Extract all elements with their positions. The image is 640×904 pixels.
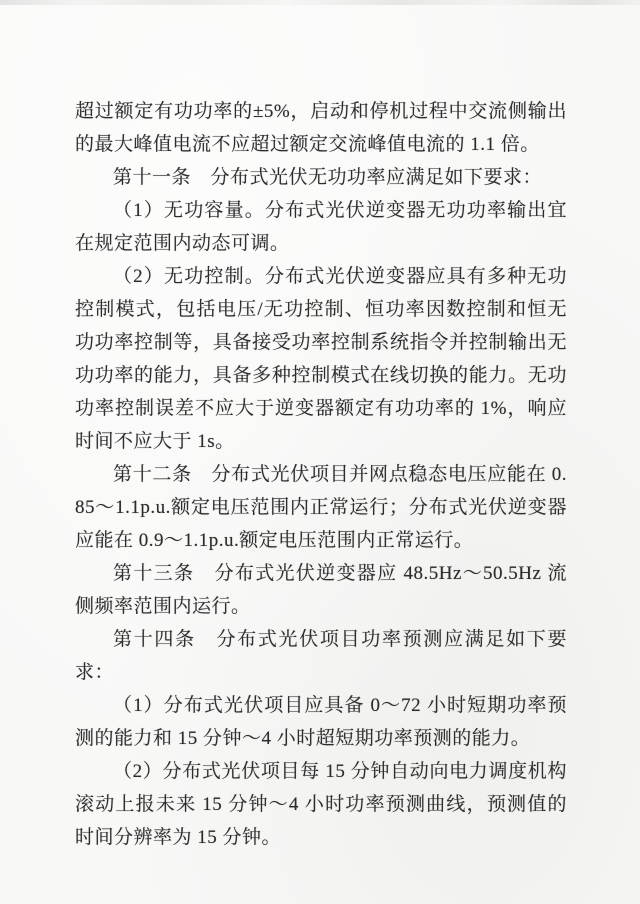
- paragraph-continuation: 超过额定有功功率的±5%，启动和停机过程中交流侧输出的最大峰值电流不应超过额定交流峰值电流的 1.1 倍。: [75, 101, 567, 155]
- paragraph-article-14-item-2: （2）分布式光伏项目每 15 分钟自动向电力调度机构滚动上报未来 15 分钟～4 小时功率预测曲线，预测值的时间分辨率为 15 分钟。: [75, 761, 567, 848]
- paragraph-article-11: 第十一条 分布式光伏无功功率应满足如下要求：: [113, 167, 543, 188]
- paragraph-article-11-item-1: （1）无功容量。分布式光伏逆变器无功功率输出宜在规定范围内动态可调。: [75, 200, 567, 254]
- paragraph-article-14: 第十四条 分布式光伏项目功率预测应满足如下要求：: [75, 629, 567, 683]
- paragraph-article-11-item-2: （2）无功控制。分布式光伏逆变器应具有多种无功控制模式，包括电压/无功控制、恒功率因数控制和恒无功功率控制等，具备接受功率控制系统指令并控制输出无功功率的能力，具备多种控制模式在线切换的能力。无功功率控制误差不应大于逆变器额定有功功率的 1%，响应时间不应大于 1s。: [75, 266, 567, 452]
- paragraph-article-12: 第十二条 分布式光伏项目并网点稳态电压应能在 0.85～1.1p.u.额定电压范围内正常运行；分布式光伏逆变器应能在 0.9～1.1p.u.额定电压范围内正常运行。: [75, 464, 567, 551]
- scan-artifact-top-edge: [0, 0, 640, 5]
- paragraph-article-14-item-1: （1）分布式光伏项目应具备 0～72 小时短期功率预测的能力和 15 分钟～4 小时超短期功率预测的能力。: [75, 695, 567, 749]
- document-body: [75, 95, 567, 854]
- paragraph-article-13: 第十三条 分布式光伏逆变器应 48.5Hz～50.5Hz 流侧频率范围内运行。: [75, 563, 567, 617]
